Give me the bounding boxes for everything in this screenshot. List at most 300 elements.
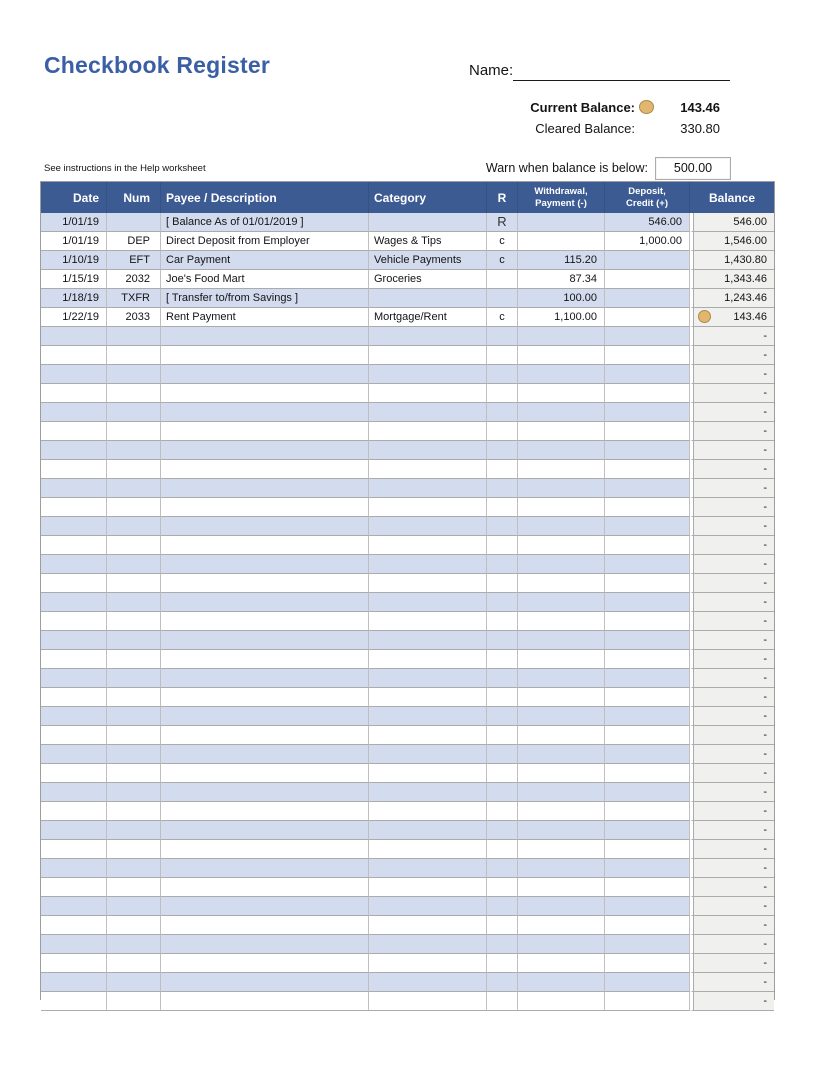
cell-withdrawal[interactable] [518,802,605,821]
cell-deposit[interactable] [605,783,690,802]
cell-withdrawal[interactable] [518,840,605,859]
cell-deposit[interactable] [605,707,690,726]
cell-payee[interactable] [161,365,369,384]
cell-deposit[interactable] [605,973,690,992]
cell-withdrawal[interactable] [518,346,605,365]
cell-payee[interactable] [161,327,369,346]
cell-balance[interactable]: - [690,783,774,802]
cell-date[interactable] [41,973,107,992]
cell-r[interactable] [487,669,518,688]
cell-withdrawal[interactable] [518,688,605,707]
cell-category[interactable] [369,783,487,802]
cell-num[interactable] [107,555,161,574]
cell-balance[interactable]: - [690,441,774,460]
cell-date[interactable] [41,517,107,536]
cell-deposit[interactable] [605,517,690,536]
cell-balance[interactable]: - [690,536,774,555]
cell-date[interactable]: 1/15/19 [41,270,107,289]
cell-num[interactable] [107,707,161,726]
cell-r[interactable] [487,574,518,593]
cell-payee[interactable] [161,555,369,574]
cell-withdrawal[interactable] [518,745,605,764]
cell-r[interactable] [487,859,518,878]
cell-date[interactable] [41,688,107,707]
cell-balance[interactable]: - [690,403,774,422]
cell-payee[interactable] [161,992,369,1011]
cell-balance[interactable]: - [690,460,774,479]
cell-deposit[interactable] [605,536,690,555]
cell-date[interactable] [41,840,107,859]
cell-category[interactable] [369,878,487,897]
cell-num[interactable] [107,821,161,840]
cell-payee[interactable] [161,688,369,707]
cell-deposit[interactable] [605,916,690,935]
cell-balance[interactable]: - [690,859,774,878]
cell-deposit[interactable] [605,840,690,859]
cell-withdrawal[interactable] [518,897,605,916]
cell-category[interactable] [369,764,487,783]
cell-deposit[interactable] [605,460,690,479]
cell-withdrawal[interactable] [518,612,605,631]
cell-date[interactable] [41,593,107,612]
cell-payee[interactable] [161,612,369,631]
cell-r[interactable] [487,973,518,992]
cell-deposit[interactable] [605,308,690,327]
cell-balance[interactable]: 1,343.46 [690,270,774,289]
cell-payee[interactable] [161,441,369,460]
cell-num[interactable] [107,954,161,973]
cell-deposit[interactable] [605,422,690,441]
cell-balance[interactable]: 1,243.46 [690,289,774,308]
cell-r[interactable] [487,688,518,707]
cell-deposit[interactable] [605,365,690,384]
cell-balance[interactable]: 1,546.00 [690,232,774,251]
cell-payee[interactable] [161,479,369,498]
cell-payee[interactable] [161,859,369,878]
cell-num[interactable] [107,726,161,745]
cell-deposit[interactable] [605,802,690,821]
cell-num[interactable] [107,612,161,631]
cell-payee[interactable]: Rent Payment [161,308,369,327]
cell-date[interactable]: 1/01/19 [41,213,107,232]
cell-withdrawal[interactable] [518,384,605,403]
cell-payee[interactable] [161,783,369,802]
cell-balance[interactable]: - [690,365,774,384]
cell-deposit[interactable] [605,555,690,574]
cell-deposit[interactable] [605,441,690,460]
cell-deposit[interactable] [605,574,690,593]
cell-balance[interactable]: - [690,574,774,593]
cell-withdrawal[interactable] [518,821,605,840]
cell-withdrawal[interactable] [518,935,605,954]
cell-date[interactable] [41,631,107,650]
cell-balance[interactable]: - [690,992,774,1011]
cell-num[interactable] [107,460,161,479]
cell-withdrawal[interactable] [518,422,605,441]
cell-num[interactable] [107,745,161,764]
cell-category[interactable] [369,498,487,517]
cell-balance[interactable]: - [690,802,774,821]
cell-deposit[interactable] [605,403,690,422]
cell-category[interactable] [369,973,487,992]
cell-r[interactable]: c [487,251,518,270]
cell-r[interactable] [487,726,518,745]
cell-r[interactable] [487,650,518,669]
cell-num[interactable] [107,498,161,517]
cell-withdrawal[interactable] [518,555,605,574]
cell-payee[interactable]: Joe's Food Mart [161,270,369,289]
cell-payee[interactable]: [ Balance As of 01/01/2019 ] [161,213,369,232]
cell-num[interactable] [107,802,161,821]
cell-date[interactable] [41,384,107,403]
cell-date[interactable] [41,346,107,365]
cell-deposit[interactable] [605,346,690,365]
cell-num[interactable] [107,878,161,897]
cell-payee[interactable] [161,840,369,859]
cell-num[interactable]: 2032 [107,270,161,289]
cell-deposit[interactable] [605,270,690,289]
cell-withdrawal[interactable] [518,593,605,612]
cell-withdrawal[interactable] [518,650,605,669]
cell-balance[interactable]: - [690,897,774,916]
cell-num[interactable] [107,840,161,859]
cell-balance[interactable]: - [690,327,774,346]
cell-r[interactable] [487,916,518,935]
cell-balance[interactable]: - [690,479,774,498]
cell-balance[interactable]: - [690,631,774,650]
cell-balance[interactable]: - [690,935,774,954]
cell-r[interactable] [487,992,518,1011]
cell-date[interactable] [41,954,107,973]
cell-date[interactable] [41,574,107,593]
cell-deposit[interactable] [605,992,690,1011]
cell-category[interactable] [369,460,487,479]
cell-payee[interactable] [161,878,369,897]
cell-payee[interactable]: Car Payment [161,251,369,270]
cell-date[interactable] [41,878,107,897]
cell-num[interactable] [107,650,161,669]
cell-date[interactable] [41,764,107,783]
cell-r[interactable] [487,897,518,916]
cell-payee[interactable] [161,346,369,365]
cell-category[interactable] [369,650,487,669]
cell-category[interactable] [369,612,487,631]
cell-r[interactable] [487,821,518,840]
cell-category[interactable] [369,859,487,878]
cell-deposit[interactable] [605,859,690,878]
cell-category[interactable] [369,289,487,308]
cell-r[interactable] [487,707,518,726]
cell-r[interactable] [487,327,518,346]
cell-balance[interactable]: - [690,612,774,631]
cell-category[interactable]: Groceries [369,270,487,289]
cell-num[interactable] [107,688,161,707]
cell-payee[interactable] [161,954,369,973]
cell-r[interactable] [487,840,518,859]
cell-num[interactable]: EFT [107,251,161,270]
warn-threshold-input[interactable]: 500.00 [655,157,731,180]
cell-category[interactable] [369,403,487,422]
cell-category[interactable] [369,384,487,403]
cell-category[interactable] [369,840,487,859]
cell-category[interactable] [369,916,487,935]
cell-withdrawal[interactable] [518,517,605,536]
cell-date[interactable] [41,536,107,555]
cell-payee[interactable]: Direct Deposit from Employer [161,232,369,251]
cell-category[interactable] [369,688,487,707]
cell-num[interactable] [107,574,161,593]
cell-num[interactable] [107,631,161,650]
cell-r[interactable] [487,935,518,954]
cell-withdrawal[interactable] [518,213,605,232]
cell-category[interactable] [369,327,487,346]
cell-category[interactable] [369,555,487,574]
cell-date[interactable] [41,897,107,916]
cell-withdrawal[interactable] [518,327,605,346]
cell-balance[interactable]: 546.00 [690,213,774,232]
cell-withdrawal[interactable] [518,441,605,460]
cell-balance[interactable]: 1,430.80 [690,251,774,270]
cell-payee[interactable] [161,631,369,650]
cell-r[interactable] [487,802,518,821]
cell-balance[interactable]: - [690,384,774,403]
cell-withdrawal[interactable] [518,916,605,935]
cell-balance[interactable]: - [690,878,774,897]
cell-num[interactable] [107,213,161,232]
cell-date[interactable] [41,498,107,517]
cell-deposit[interactable]: 546.00 [605,213,690,232]
cell-category[interactable]: Mortgage/Rent [369,308,487,327]
cell-balance[interactable]: - [690,745,774,764]
cell-withdrawal[interactable] [518,764,605,783]
cell-payee[interactable] [161,593,369,612]
cell-balance[interactable]: - [690,916,774,935]
cell-date[interactable] [41,783,107,802]
cell-deposit[interactable] [605,498,690,517]
cell-date[interactable] [41,327,107,346]
cell-r[interactable] [487,422,518,441]
cell-date[interactable] [41,821,107,840]
cell-num[interactable] [107,536,161,555]
cell-r[interactable] [487,783,518,802]
cell-category[interactable] [369,897,487,916]
cell-num[interactable] [107,783,161,802]
cell-payee[interactable] [161,916,369,935]
cell-date[interactable] [41,745,107,764]
cell-category[interactable] [369,346,487,365]
cell-r[interactable]: c [487,232,518,251]
cell-withdrawal[interactable]: 115.20 [518,251,605,270]
cell-balance[interactable]: - [690,726,774,745]
cell-num[interactable] [107,517,161,536]
cell-category[interactable] [369,213,487,232]
cell-r[interactable] [487,745,518,764]
cell-num[interactable] [107,479,161,498]
cell-balance[interactable]: - [690,954,774,973]
cell-withdrawal[interactable] [518,498,605,517]
cell-r[interactable] [487,631,518,650]
cell-payee[interactable] [161,669,369,688]
cell-payee[interactable] [161,536,369,555]
cell-deposit[interactable] [605,878,690,897]
cell-withdrawal[interactable]: 100.00 [518,289,605,308]
cell-payee[interactable] [161,650,369,669]
cell-r[interactable] [487,270,518,289]
cell-deposit[interactable] [605,688,690,707]
cell-payee[interactable] [161,707,369,726]
cell-r[interactable] [487,403,518,422]
cell-r[interactable] [487,479,518,498]
cell-date[interactable] [41,707,107,726]
cell-category[interactable] [369,631,487,650]
cell-balance[interactable]: - [690,593,774,612]
cell-num[interactable] [107,384,161,403]
cell-deposit[interactable] [605,897,690,916]
cell-num[interactable]: TXFR [107,289,161,308]
cell-date[interactable] [41,916,107,935]
cell-balance[interactable]: - [690,821,774,840]
cell-deposit[interactable] [605,764,690,783]
cell-balance[interactable]: - [690,707,774,726]
cell-payee[interactable] [161,897,369,916]
cell-balance[interactable]: - [690,517,774,536]
cell-r[interactable]: R [487,213,518,232]
cell-payee[interactable]: [ Transfer to/from Savings ] [161,289,369,308]
cell-date[interactable] [41,460,107,479]
cell-category[interactable] [369,422,487,441]
cell-num[interactable] [107,916,161,935]
cell-r[interactable] [487,517,518,536]
cell-date[interactable] [41,403,107,422]
cell-category[interactable] [369,707,487,726]
cell-payee[interactable] [161,802,369,821]
cell-deposit[interactable] [605,612,690,631]
cell-category[interactable] [369,726,487,745]
cell-category[interactable] [369,992,487,1011]
cell-payee[interactable] [161,745,369,764]
cell-date[interactable] [41,669,107,688]
cell-date[interactable]: 1/10/19 [41,251,107,270]
cell-r[interactable] [487,612,518,631]
cell-date[interactable]: 1/01/19 [41,232,107,251]
cell-deposit[interactable] [605,289,690,308]
cell-category[interactable] [369,574,487,593]
cell-withdrawal[interactable] [518,954,605,973]
cell-category[interactable] [369,517,487,536]
cell-withdrawal[interactable] [518,992,605,1011]
cell-deposit[interactable] [605,745,690,764]
cell-r[interactable] [487,346,518,365]
cell-num[interactable] [107,403,161,422]
cell-payee[interactable] [161,764,369,783]
cell-category[interactable] [369,669,487,688]
cell-payee[interactable] [161,726,369,745]
cell-num[interactable] [107,859,161,878]
cell-num[interactable] [107,441,161,460]
cell-category[interactable]: Vehicle Payments [369,251,487,270]
cell-deposit[interactable] [605,479,690,498]
cell-withdrawal[interactable] [518,574,605,593]
cell-withdrawal[interactable] [518,973,605,992]
cell-balance[interactable]: - [690,498,774,517]
cell-withdrawal[interactable] [518,403,605,422]
cell-r[interactable] [487,365,518,384]
cell-balance[interactable]: - [690,973,774,992]
cell-num[interactable] [107,992,161,1011]
cell-num[interactable] [107,327,161,346]
cell-deposit[interactable]: 1,000.00 [605,232,690,251]
cell-balance[interactable]: - [690,422,774,441]
cell-date[interactable]: 1/22/19 [41,308,107,327]
cell-balance[interactable]: - [690,688,774,707]
cell-category[interactable] [369,802,487,821]
cell-date[interactable] [41,555,107,574]
cell-category[interactable] [369,935,487,954]
cell-num[interactable]: DEP [107,232,161,251]
cell-withdrawal[interactable]: 87.34 [518,270,605,289]
cell-withdrawal[interactable] [518,707,605,726]
cell-balance[interactable]: - [690,669,774,688]
cell-date[interactable] [41,992,107,1011]
cell-withdrawal[interactable] [518,859,605,878]
cell-payee[interactable] [161,498,369,517]
cell-category[interactable] [369,441,487,460]
cell-withdrawal[interactable] [518,783,605,802]
cell-date[interactable] [41,422,107,441]
cell-category[interactable] [369,536,487,555]
cell-date[interactable] [41,441,107,460]
cell-deposit[interactable] [605,821,690,840]
cell-payee[interactable] [161,574,369,593]
cell-r[interactable] [487,593,518,612]
cell-balance[interactable]: - [690,840,774,859]
cell-withdrawal[interactable] [518,726,605,745]
cell-payee[interactable] [161,517,369,536]
cell-r[interactable] [487,764,518,783]
cell-date[interactable]: 1/18/19 [41,289,107,308]
cell-payee[interactable] [161,821,369,840]
cell-balance[interactable]: - [690,555,774,574]
cell-r[interactable] [487,441,518,460]
cell-withdrawal[interactable] [518,536,605,555]
cell-deposit[interactable] [605,935,690,954]
cell-withdrawal[interactable]: 1,100.00 [518,308,605,327]
cell-r[interactable] [487,954,518,973]
cell-category[interactable] [369,593,487,612]
cell-withdrawal[interactable] [518,479,605,498]
cell-num[interactable] [107,764,161,783]
cell-num[interactable] [107,973,161,992]
cell-date[interactable] [41,802,107,821]
cell-category[interactable] [369,745,487,764]
cell-deposit[interactable] [605,954,690,973]
cell-num[interactable] [107,346,161,365]
cell-withdrawal[interactable] [518,232,605,251]
cell-r[interactable] [487,555,518,574]
cell-date[interactable] [41,726,107,745]
cell-category[interactable] [369,821,487,840]
cell-category[interactable] [369,479,487,498]
cell-category[interactable]: Wages & Tips [369,232,487,251]
cell-r[interactable] [487,878,518,897]
cell-deposit[interactable] [605,631,690,650]
cell-withdrawal[interactable] [518,365,605,384]
cell-balance[interactable]: - [690,650,774,669]
cell-category[interactable] [369,365,487,384]
cell-date[interactable] [41,859,107,878]
cell-r[interactable] [487,384,518,403]
cell-date[interactable] [41,612,107,631]
